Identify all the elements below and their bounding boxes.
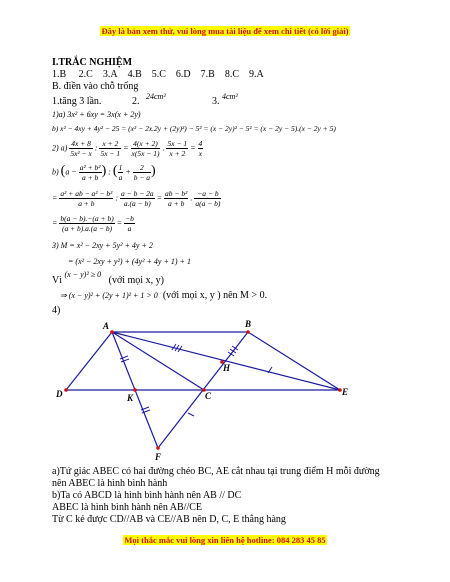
answer-item: 7.B <box>200 69 215 80</box>
question-4-label: 4) <box>52 305 61 316</box>
math-line-2a: 2) a) $\frac{4x + 8}{\text{5x² − x}}$ : $\frac{x + 2}{5x - 1}$ = $\frac{4(x + 2)}{x(5x - 1)}$ . $\frac{5x - 1}{x + 2}$ = $\frac{4}{x}$ <box>52 139 203 158</box>
math-line-3b: = (x² − 2xy + y²) + (4y² + 4y + 1) + 1 <box>68 257 191 266</box>
label-C: C <box>205 391 212 401</box>
fill-answer-2-value: 24cm² <box>146 92 166 101</box>
bottom-hotline-banner: Mọi thắc mắc vui lòng xin liên hệ hotline: 084 283 45 85 <box>124 535 326 545</box>
conclusion-a-line-2: nên ABEC là hình bình hành <box>52 478 168 489</box>
point-A <box>110 330 114 334</box>
fill-answer-3-label: 3. <box>212 96 220 107</box>
math-line-2c: = $\frac{\text{a² + ab − a² − b²}}{a + b}$ : $\frac{a - b - 2a}{a.(a - b)}$ = $\frac{\text{ab − b²}}{a + b}$ . $\frac{-a - b}{a(a - b)}$ <box>52 189 221 208</box>
answer-item: 5.C <box>151 69 166 80</box>
fill-answer-1: 1.tăng 3 lần. <box>52 96 102 107</box>
top-preview-banner: Đây là bản xem thử, vui lòng mua tài liệu để xem chi tiết (có lời giải) <box>101 26 349 36</box>
fill-section-title: B. điền vào chỗ trống <box>52 81 139 92</box>
math-line-1a: 1)a) 3x² + 6xy = 3x(x + 2y) <box>52 110 141 119</box>
math-line-2d: = $\frac{b(a - b).-(a + b)}{(a + b).a.(a - b)}$ = $\frac{-b}{a}$ <box>52 214 134 233</box>
answer-item: 3.A <box>102 69 118 80</box>
conclusion-b-line-2: ABEC là hình bình hành nên AB//CE <box>52 502 202 513</box>
math-line-3a: 3) M = x² − 2xy + 5y² + 4y + 2 <box>52 241 153 250</box>
label-A: A <box>103 321 110 331</box>
answer-item: 2.C <box>78 69 93 80</box>
label-B: B <box>245 319 252 329</box>
point-F <box>156 446 160 450</box>
fill-answer-2-label: 2. <box>132 96 140 107</box>
label-H: H <box>223 363 231 373</box>
label-E: E <box>342 387 349 397</box>
math-line-3c: Vì $^{(x - y)^2 \ge 0}$ (với mọi x, y) <box>52 270 164 286</box>
segment-AC <box>112 332 204 390</box>
answer-item: 1.B <box>52 69 67 80</box>
answer-item: 4.B <box>127 69 142 80</box>
math-line-2b: b) (a − $\frac{\text{a² + b²}}{a + b}$ ) : ( $\frac{1}{a}$ + $\frac{2}{b - a}$ ) <box>52 163 156 182</box>
conclusion-a-line-1: a)Tứ giác ABEC có hai đường chéo BC, AE cắt nhau tại trung điểm H mỗi đường <box>52 466 380 477</box>
point-B <box>246 330 250 334</box>
label-K: K <box>127 393 134 403</box>
math-line-1b: b) x² − 4xy + 4y² − 25 = (x² − 2x.2y + (2y)²) − 5² = (x − 2y)² − 5² = (x − 2y − 5).(x − 2y + 5) <box>52 124 336 133</box>
segment-AD <box>66 332 112 390</box>
equal-length-ticks <box>120 344 272 416</box>
section-title: I.TRẮC NGHIỆM <box>52 57 133 68</box>
answer-item: 6.D <box>175 69 191 80</box>
label-F: F <box>155 452 162 462</box>
fill-answer-3-value: 4cm² <box>222 92 238 101</box>
conclusion-b-line-3: Từ C kẻ được CD//AB và CE//AB nên D, C, E thẳng hàng <box>52 514 286 525</box>
label-D: D <box>56 389 63 399</box>
point-K <box>133 388 137 392</box>
conclusion-b-line-1: b)Ta có ABCD là hình bình hành nên AB // DC <box>52 490 242 501</box>
answer-item: 8.C <box>224 69 239 80</box>
segment-BE <box>248 332 340 390</box>
math-line-3d: ⇒ (x − y)² + (2y + 1)² + 1 > 0 (với mọi x, y ) nên M > 0. <box>60 290 268 301</box>
answer-item: 9.A <box>249 69 264 80</box>
point-D <box>64 388 68 392</box>
